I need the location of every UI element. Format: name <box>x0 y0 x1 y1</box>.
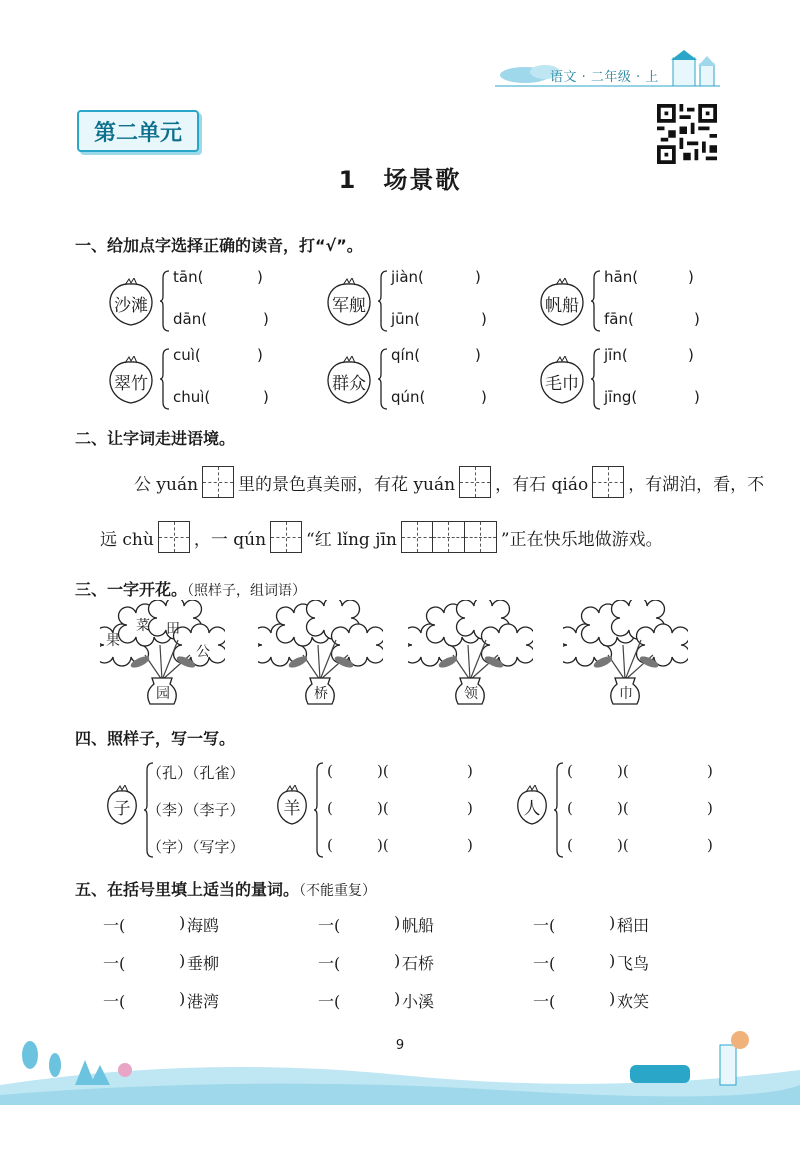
answer-paren[interactable]: ) <box>688 268 694 286</box>
sample-petal-word: 田 <box>166 621 180 637</box>
answer-paren[interactable]: ) <box>694 310 700 328</box>
section5-title <box>75 877 376 900</box>
brace-icon <box>591 270 601 332</box>
blank-paren-mid[interactable]: )( <box>377 799 389 817</box>
peach-word <box>100 356 162 406</box>
blank-paren-right[interactable]: ) <box>707 836 713 854</box>
pinyin-option-bottom: jūn( <box>391 310 421 328</box>
measure-prefix: 一( <box>318 916 341 935</box>
writing-grid-box[interactable] <box>592 466 624 498</box>
s2-text: “红 lǐng jīn <box>306 529 397 550</box>
answer-paren[interactable]: ) <box>694 388 700 406</box>
brace <box>378 348 388 414</box>
answer-paren[interactable]: ) <box>609 913 616 932</box>
answer-paren[interactable]: ) <box>263 388 269 406</box>
s2-text: 远 chù <box>100 529 154 550</box>
writing-grid-box[interactable] <box>401 521 433 553</box>
blank-paren-right[interactable]: ) <box>707 762 713 780</box>
pinyin-option-top: cuì( <box>173 346 201 364</box>
answer-paren[interactable]: ) <box>475 268 481 286</box>
blank-paren-left[interactable]: ( <box>567 836 573 854</box>
blank-paren-left[interactable]: ( <box>327 762 333 780</box>
pinyin-option-top: tān( <box>173 268 204 286</box>
example-row: （孔）（孔雀） <box>147 764 245 782</box>
noun-word: 垂柳 <box>187 954 220 973</box>
vase-character: 巾 <box>619 686 633 702</box>
answer-paren[interactable]: ) <box>394 951 401 970</box>
section3-title-text: 三、一字开花。 <box>75 580 188 599</box>
peach-word <box>318 278 380 328</box>
answer-paren[interactable]: ) <box>475 346 481 364</box>
vase-character: 桥 <box>314 686 328 702</box>
answer-paren[interactable]: ) <box>609 951 616 970</box>
noun-word: 飞鸟 <box>617 954 650 973</box>
section2-line1 <box>134 464 764 500</box>
writing-grid-box[interactable] <box>465 521 497 553</box>
section4-title: 四、照样子，写一写。 <box>75 729 236 748</box>
writing-grid-box[interactable] <box>433 521 465 553</box>
character-label: 羊 <box>283 798 301 819</box>
s2-text: ”正在快乐地做游戏。 <box>500 529 663 550</box>
measure-prefix: 一( <box>318 954 341 973</box>
noun-word: 稻田 <box>617 916 650 935</box>
blank-paren-mid[interactable]: )( <box>617 799 629 817</box>
blank-paren-mid[interactable]: )( <box>377 836 389 854</box>
s2-text: 公 yuán <box>134 474 199 495</box>
qr-code-icon[interactable] <box>655 104 719 164</box>
word-label: 毛巾 <box>545 373 579 394</box>
blank-paren-mid[interactable]: )( <box>377 762 389 780</box>
blank-paren-left[interactable]: ( <box>567 762 573 780</box>
footer-decoration <box>0 1015 800 1105</box>
noun-word: 帆船 <box>402 916 435 935</box>
peach-word <box>318 356 380 406</box>
pinyin-option-bottom: dān( <box>173 310 208 328</box>
example-row: （李）（李子） <box>147 801 245 819</box>
answer-paren[interactable]: ) <box>394 989 401 1008</box>
character-label: 子 <box>113 798 131 819</box>
answer-paren[interactable]: ) <box>394 913 401 932</box>
noun-word: 小溪 <box>402 992 435 1011</box>
measure-prefix: 一( <box>533 954 556 973</box>
pinyin-option-top: jīn( <box>604 346 628 364</box>
page-number: 9 <box>395 1038 405 1053</box>
blank-paren-right[interactable]: ) <box>707 799 713 817</box>
section3-note: （照样子，组词语） <box>187 583 307 599</box>
sample-petal-word: 菜 <box>136 618 150 634</box>
unit-title: 第二单元 <box>77 110 199 152</box>
word-label: 沙滩 <box>114 295 148 316</box>
blank-paren-right[interactable]: ) <box>467 762 473 780</box>
blank-paren-left[interactable]: ( <box>327 799 333 817</box>
pinyin-option-top: qín( <box>391 346 421 364</box>
character-label: 人 <box>523 798 541 819</box>
peach-character <box>100 785 144 827</box>
word-label: 翠竹 <box>114 373 148 394</box>
brace-icon <box>160 348 170 410</box>
answer-paren[interactable]: ) <box>263 310 269 328</box>
writing-grid-box[interactable] <box>202 466 234 498</box>
pinyin-option-top: hān( <box>604 268 639 286</box>
writing-grid-box[interactable] <box>158 521 190 553</box>
pinyin-option-bottom: chuì( <box>173 388 211 406</box>
section5-title-text: 五、在括号里填上适当的量词。 <box>75 880 300 899</box>
measure-prefix: 一( <box>533 916 556 935</box>
brace <box>591 270 601 336</box>
answer-paren[interactable]: ) <box>257 346 263 364</box>
brace-icon <box>591 348 601 410</box>
s2-text: 里的景色真美丽，有花 yuán <box>238 474 456 495</box>
brace <box>554 762 564 862</box>
measure-prefix: 一( <box>103 992 126 1011</box>
vase-character: 园 <box>156 686 170 702</box>
answer-paren[interactable]: ) <box>179 913 186 932</box>
answer-paren[interactable]: ) <box>179 951 186 970</box>
noun-word: 港湾 <box>187 992 220 1011</box>
writing-grid-box[interactable] <box>270 521 302 553</box>
measure-prefix: 一( <box>318 992 341 1011</box>
blank-paren-mid[interactable]: )( <box>617 762 629 780</box>
answer-paren[interactable]: ) <box>609 989 616 1008</box>
peach-word <box>100 278 162 328</box>
pinyin-option-bottom: fān( <box>604 310 634 328</box>
sample-petal-word: 果 <box>106 633 120 649</box>
writing-grid-box[interactable] <box>459 466 491 498</box>
section3-title <box>75 577 306 600</box>
example-row: （字）（写字） <box>147 838 245 856</box>
noun-word: 海鸥 <box>187 916 220 935</box>
answer-paren[interactable]: ) <box>481 388 487 406</box>
brace-icon <box>314 762 324 858</box>
vase-character: 领 <box>464 686 478 702</box>
noun-word: 欢笑 <box>617 992 650 1011</box>
section2-line2 <box>100 519 663 555</box>
measure-prefix: 一( <box>533 992 556 1011</box>
measure-prefix: 一( <box>103 916 126 935</box>
blank-paren-mid[interactable]: )( <box>617 836 629 854</box>
pinyin-option-bottom: qún( <box>391 388 426 406</box>
brace <box>378 270 388 336</box>
answer-paren[interactable]: ) <box>179 989 186 1008</box>
answer-paren[interactable]: ) <box>688 346 694 364</box>
brace-icon <box>554 762 564 858</box>
lesson-title: 1 场景歌 <box>338 166 462 194</box>
s2-text: ，有石 qiáo <box>495 474 589 495</box>
blank-paren-left[interactable]: ( <box>327 836 333 854</box>
header-subject-label: 语文 · 二年级 · 上 <box>550 70 659 85</box>
peach-word <box>531 278 593 328</box>
word-label: 军舰 <box>332 295 366 316</box>
brace <box>160 348 170 414</box>
brace-icon <box>378 270 388 332</box>
pinyin-option-top: jiàn( <box>391 268 424 286</box>
brace-icon <box>160 270 170 332</box>
s2-text: ，有湖泊，看，不 <box>628 474 765 495</box>
s2-text: ，一 qún <box>193 529 267 550</box>
section1-title: 一、给加点字选择正确的读音，打“√”。 <box>75 236 363 255</box>
answer-paren[interactable]: ) <box>257 268 263 286</box>
word-label: 群众 <box>332 373 366 394</box>
section2-title: 二、让字词走进语境。 <box>75 429 236 448</box>
writing-grid-group <box>401 521 497 553</box>
pinyin-option-bottom: jīng( <box>604 388 638 406</box>
word-label: 帆船 <box>545 295 579 316</box>
noun-word: 石桥 <box>402 954 435 973</box>
brace <box>591 348 601 414</box>
answer-paren[interactable]: ) <box>481 310 487 328</box>
sample-petal-word: 公 <box>196 644 210 660</box>
brace-icon <box>378 348 388 410</box>
brace <box>160 270 170 336</box>
brace <box>314 762 324 862</box>
peach-character <box>270 785 314 827</box>
blank-paren-left[interactable]: ( <box>567 799 573 817</box>
blank-paren-right[interactable]: ) <box>467 799 473 817</box>
measure-prefix: 一( <box>103 954 126 973</box>
section5-note: （不能重复） <box>299 883 377 899</box>
peach-word <box>531 356 593 406</box>
peach-character <box>510 785 554 827</box>
blank-paren-right[interactable]: ) <box>467 836 473 854</box>
